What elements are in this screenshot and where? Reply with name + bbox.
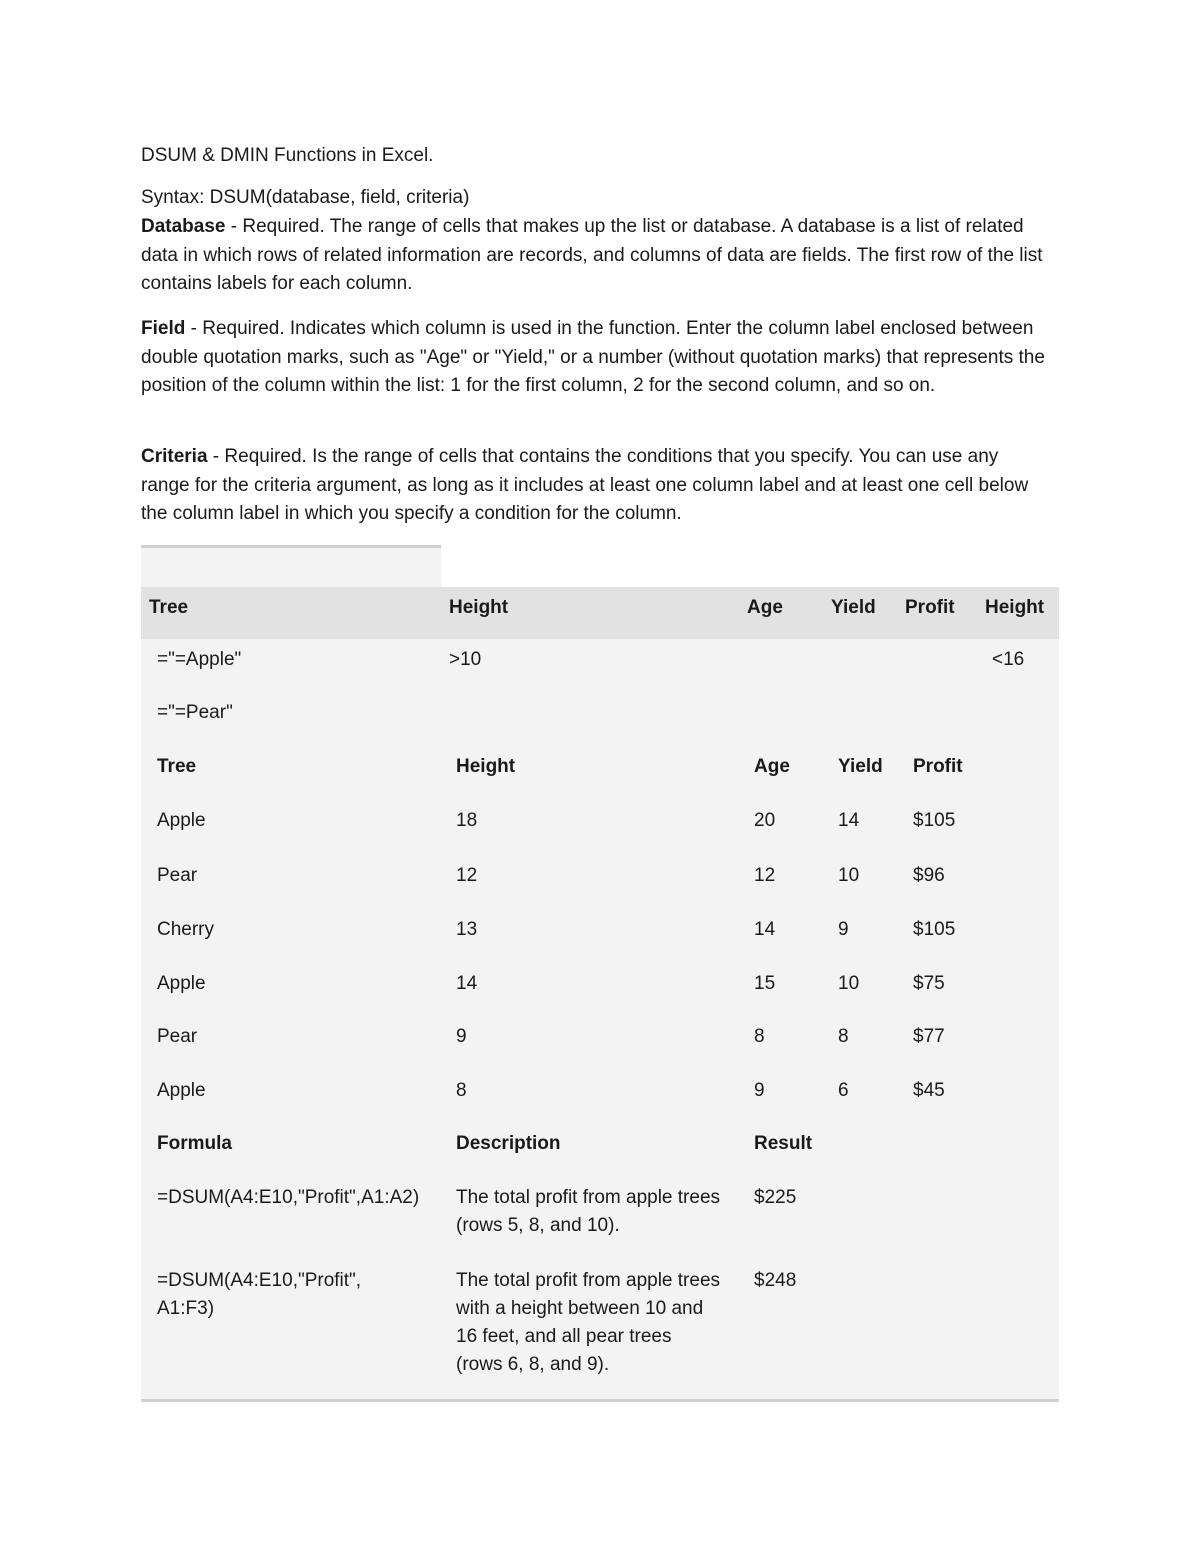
syntax-line: Syntax: DSUM(database, field, criteria) bbox=[141, 187, 470, 208]
result-cell: $248 bbox=[754, 1270, 797, 1291]
header-cell: Profit bbox=[905, 597, 955, 618]
header-cell: Tree bbox=[149, 597, 189, 618]
db-cell: 14 bbox=[754, 919, 776, 940]
doc-title: DSUM & DMIN Functions in Excel. bbox=[141, 145, 434, 166]
db-cell: 10 bbox=[838, 865, 860, 886]
db-cell: Cherry bbox=[157, 919, 215, 940]
criteria-label: Criteria bbox=[141, 446, 208, 467]
result-cell: $225 bbox=[754, 1187, 797, 1208]
db-cell: $45 bbox=[913, 1080, 945, 1101]
header-cell: Height bbox=[449, 597, 509, 618]
db-cell: Apple bbox=[157, 973, 206, 994]
db-cell: 12 bbox=[456, 865, 478, 886]
db-cell: Apple bbox=[157, 1080, 206, 1101]
formula-header-cell: Result bbox=[754, 1133, 813, 1154]
db-cell: $75 bbox=[913, 973, 945, 994]
db-cell: 12 bbox=[754, 865, 776, 886]
db-cell: 10 bbox=[838, 973, 860, 994]
db-cell: Pear bbox=[157, 865, 198, 886]
formula-header-cell: Description bbox=[456, 1133, 561, 1154]
description-cell: The total profit from apple trees with a height between 10 and 16 feet, and all pear trees (rows 6, 8, and 9). bbox=[456, 1270, 721, 1375]
db-cell: 20 bbox=[754, 810, 776, 831]
db-cell: $105 bbox=[913, 810, 956, 831]
db-cell: 8 bbox=[838, 1026, 849, 1047]
db-header-cell: Age bbox=[754, 756, 790, 777]
criteria-text: - Required. Is the range of cells that contains the conditions that you specify. You can use any range for the criteria argument, as long as it includes at least one column label and at least one cell below the column label in which you specify a condition for the column. bbox=[141, 446, 1029, 524]
formula-cell: =DSUM(A4:E10,"Profit", A1:F3) bbox=[157, 1270, 362, 1319]
db-cell: $96 bbox=[913, 865, 945, 886]
criteria-cell: >10 bbox=[449, 649, 482, 670]
header-cell: Age bbox=[747, 597, 783, 618]
db-cell: $77 bbox=[913, 1026, 945, 1047]
db-cell: 6 bbox=[838, 1080, 849, 1101]
field-label: Field bbox=[141, 318, 186, 339]
db-header-cell: Profit bbox=[913, 756, 963, 777]
header-cell: Yield bbox=[831, 597, 876, 618]
criteria-cell: ="=Apple" bbox=[157, 649, 242, 670]
database-definition bbox=[141, 213, 1061, 299]
db-cell: 18 bbox=[456, 810, 478, 831]
db-header-cell: Tree bbox=[157, 756, 197, 777]
formula-header-cell: Formula bbox=[157, 1133, 232, 1154]
database-text: - Required. The range of cells that makes up the list or database. A database is a list of related data in which rows of related information are records, and columns of data are fields. The first row of the list contains labels for each column. bbox=[141, 216, 1043, 294]
db-cell: 15 bbox=[754, 973, 776, 994]
db-cell: 14 bbox=[456, 973, 478, 994]
db-cell: 9 bbox=[456, 1026, 467, 1047]
db-cell: $105 bbox=[913, 919, 956, 940]
field-text: - Required. Indicates which column is used in the function. Enter the column label enclosed between double quotation marks, such as "Age" or "Yield," or a number (without quotation marks) that represents the position of the column within the list: 1 for the first column, 2 for the second column, and so on. bbox=[141, 318, 1045, 396]
db-cell: Apple bbox=[157, 810, 206, 831]
table-tab-strip bbox=[141, 545, 441, 587]
table-header-row bbox=[141, 587, 1059, 639]
db-cell: 9 bbox=[838, 919, 849, 940]
db-cell: 14 bbox=[838, 810, 860, 831]
criteria-definition bbox=[141, 443, 1041, 529]
criteria-cell: ="=Pear" bbox=[157, 702, 233, 723]
header-cell: Height bbox=[985, 597, 1045, 618]
db-header-cell: Height bbox=[456, 756, 516, 777]
db-cell: 8 bbox=[754, 1026, 765, 1047]
db-cell: 13 bbox=[456, 919, 478, 940]
description-cell: The total profit from apple trees (rows 5, 8, and 10). bbox=[456, 1187, 721, 1236]
database-label: Database bbox=[141, 216, 226, 237]
field-definition bbox=[141, 315, 1061, 401]
db-cell: 9 bbox=[754, 1080, 765, 1101]
criteria-cell: <16 bbox=[992, 649, 1025, 670]
db-cell: 8 bbox=[456, 1080, 467, 1101]
db-header-cell: Yield bbox=[838, 756, 883, 777]
db-cell: Pear bbox=[157, 1026, 198, 1047]
example-table bbox=[141, 587, 1059, 1402]
formula-cell: =DSUM(A4:E10,"Profit",A1:A2) bbox=[157, 1187, 420, 1208]
